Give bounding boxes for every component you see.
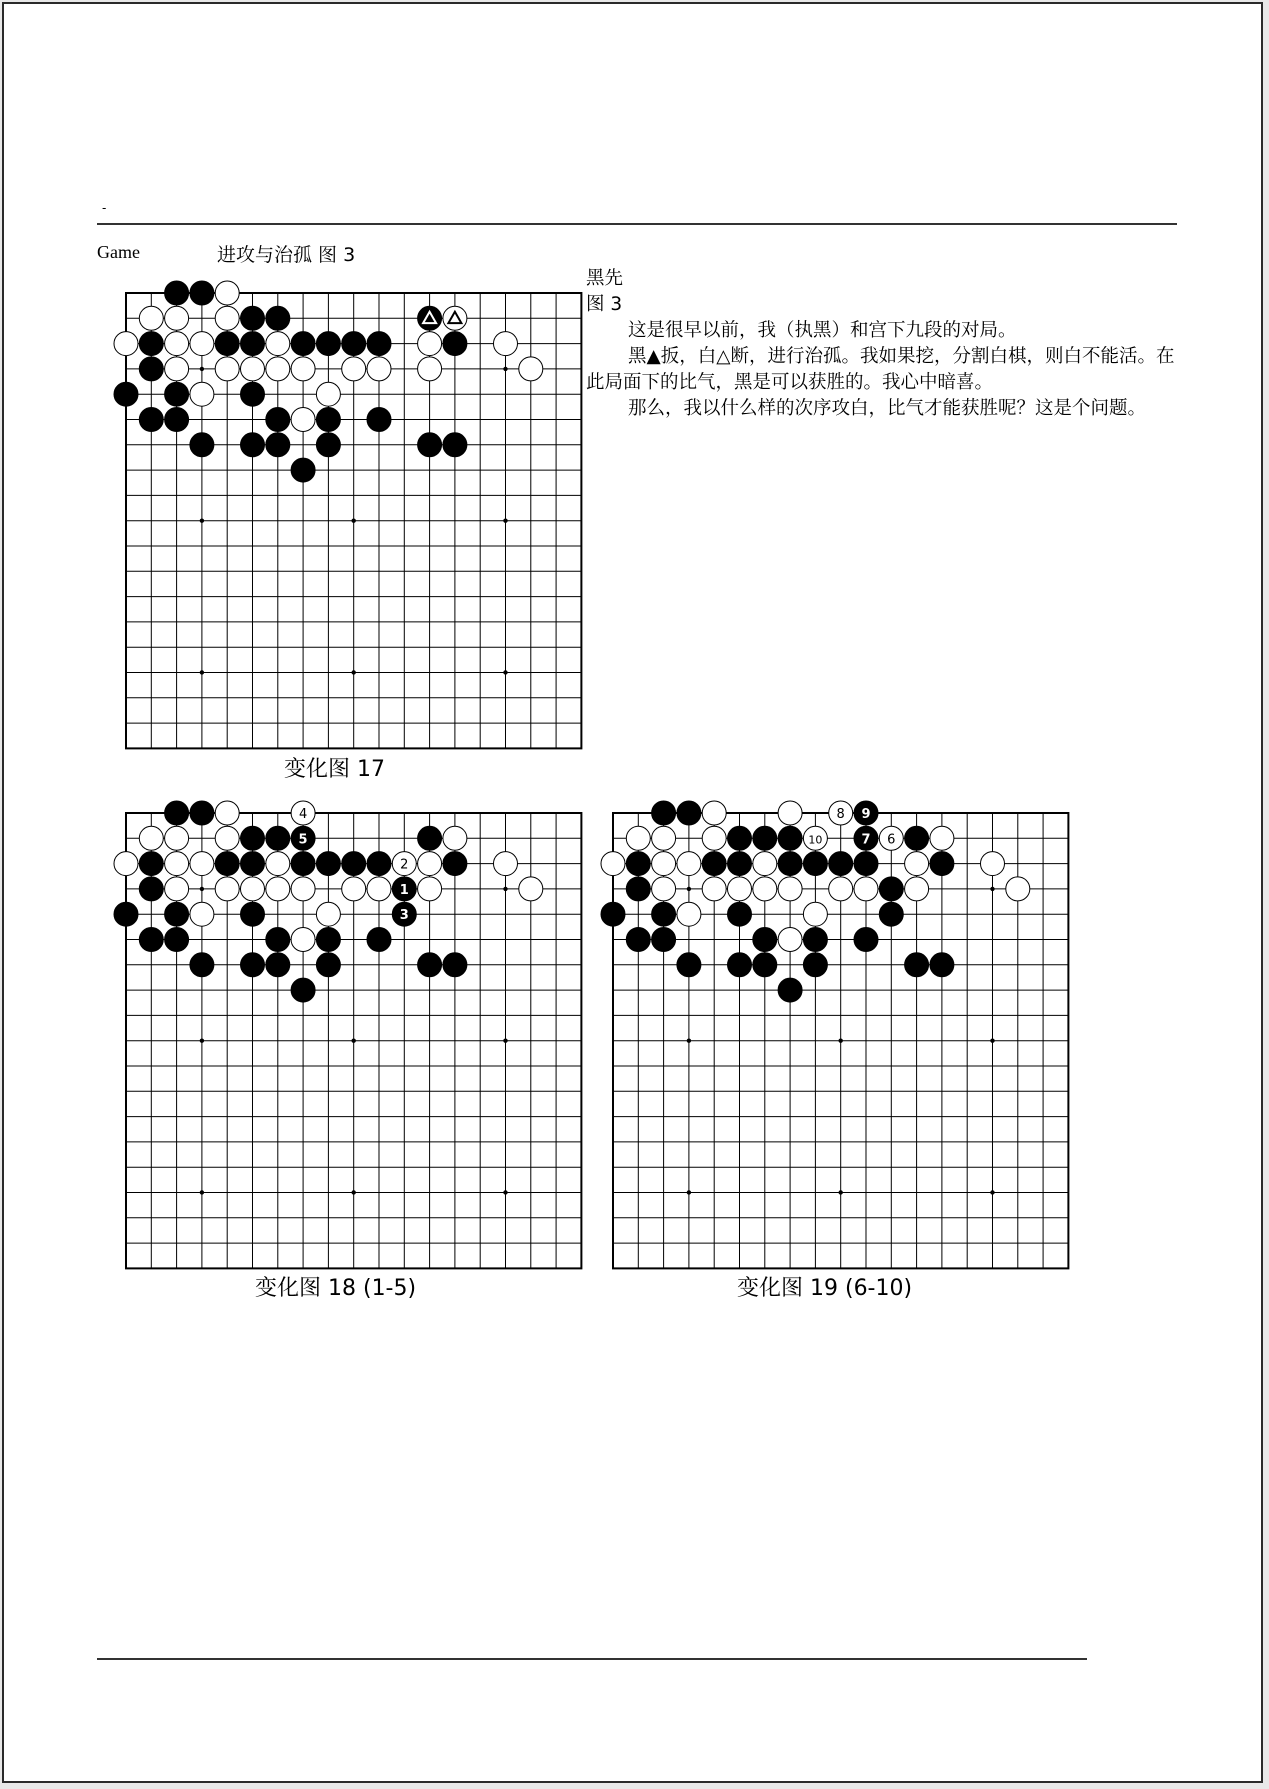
- black-stone: [443, 852, 467, 876]
- black-stone: [905, 953, 929, 977]
- black-stone: [652, 801, 676, 825]
- star-point: [351, 670, 355, 674]
- star-point: [200, 1038, 204, 1042]
- black-stone: [266, 953, 290, 977]
- white-stone: [114, 332, 138, 356]
- board-svg: [111, 798, 596, 1283]
- white-stone: [443, 826, 467, 850]
- white-stone: [702, 826, 726, 850]
- white-stone: [493, 852, 517, 876]
- black-stone: [367, 927, 391, 951]
- black-stone: [240, 826, 264, 850]
- black-stone: [443, 433, 467, 457]
- star-point: [503, 518, 507, 522]
- black-stone: [165, 927, 189, 951]
- board-svg: [111, 278, 596, 763]
- white-stone: [418, 852, 442, 876]
- black-stone: [165, 801, 189, 825]
- white-stone: [291, 927, 315, 951]
- white-stone: [291, 357, 315, 381]
- white-stone: [727, 877, 751, 901]
- white-stone: [190, 852, 214, 876]
- white-stone: [291, 407, 315, 431]
- paragraph-2: 黑▲扳，白△断，进行治孤。我如果挖，分割白棋，则白不能活。在此局面下的比气，黑是可以获胜的。我心中暗喜。: [586, 346, 1175, 393]
- go-board-variation-19: [598, 798, 1083, 1283]
- star-point: [503, 887, 507, 891]
- black-stone: [677, 953, 701, 977]
- black-stone: [316, 852, 340, 876]
- bottom-rule: [97, 1658, 1087, 1660]
- black-stone: [291, 458, 315, 482]
- star-point: [990, 1038, 994, 1042]
- star-point: [351, 1190, 355, 1194]
- black-stone: [139, 332, 163, 356]
- white-stone: [215, 281, 239, 305]
- black-stone: [753, 826, 777, 850]
- black-stone: [266, 433, 290, 457]
- white-stone: [139, 306, 163, 330]
- black-stone: [418, 953, 442, 977]
- move-number: 5: [298, 832, 308, 848]
- go-board-main: [111, 278, 596, 763]
- black-stone: [316, 953, 340, 977]
- white-stone: [702, 877, 726, 901]
- white-stone: [829, 877, 853, 901]
- paragraph-1: 这是很早以前，我（执黑）和宫下九段的对局。: [628, 320, 1017, 341]
- black-stone: [215, 332, 239, 356]
- white-stone: [165, 852, 189, 876]
- black-stone: [114, 382, 138, 406]
- black-stone: [854, 927, 878, 951]
- star-point: [503, 670, 507, 674]
- black-stone: [190, 281, 214, 305]
- white-stone: [342, 877, 366, 901]
- commentary: [586, 266, 1176, 422]
- star-point: [687, 1190, 691, 1194]
- black-stone: [316, 433, 340, 457]
- black-stone: [139, 357, 163, 381]
- document-page: [2, 2, 1263, 1783]
- black-stone: [727, 902, 751, 926]
- white-stone: [266, 877, 290, 901]
- move-number: 6: [887, 832, 896, 848]
- black-stone: [702, 852, 726, 876]
- black-stone: [778, 978, 802, 1002]
- white-stone: [930, 826, 954, 850]
- black-stone: [316, 407, 340, 431]
- move-number: 2: [400, 857, 409, 873]
- white-stone: [418, 877, 442, 901]
- white-stone: [215, 826, 239, 850]
- black-stone: [803, 852, 827, 876]
- star-point: [200, 887, 204, 891]
- black-stone: [240, 332, 264, 356]
- move-number: 9: [861, 806, 871, 822]
- black-stone: [778, 826, 802, 850]
- black-stone: [443, 332, 467, 356]
- star-point: [351, 518, 355, 522]
- black-stone: [601, 902, 625, 926]
- black-stone: [240, 852, 264, 876]
- board-svg: [598, 798, 1083, 1283]
- top-rule: [97, 223, 1177, 225]
- white-stone: [240, 877, 264, 901]
- black-stone: [190, 801, 214, 825]
- white-stone: [215, 877, 239, 901]
- white-stone: [165, 357, 189, 381]
- black-stone: [165, 902, 189, 926]
- white-stone: [677, 902, 701, 926]
- move-number: 7: [861, 832, 871, 848]
- header-mark: -: [102, 200, 107, 215]
- star-point: [200, 518, 204, 522]
- black-stone: [626, 852, 650, 876]
- white-stone: [165, 332, 189, 356]
- white-stone: [266, 332, 290, 356]
- white-stone: [418, 357, 442, 381]
- black-stone: [240, 306, 264, 330]
- black-stone: [240, 902, 264, 926]
- black-stone: [803, 953, 827, 977]
- black-stone: [367, 407, 391, 431]
- black-stone: [727, 826, 751, 850]
- black-stone: [165, 281, 189, 305]
- black-stone: [316, 927, 340, 951]
- white-stone: [367, 357, 391, 381]
- figure-ref: 图 3: [586, 294, 623, 315]
- black-stone: [266, 306, 290, 330]
- move-number: 3: [399, 908, 409, 924]
- white-stone: [778, 877, 802, 901]
- figure-title: 进攻与治孤 图 3: [217, 244, 356, 266]
- star-point: [838, 1038, 842, 1042]
- white-stone: [114, 852, 138, 876]
- black-stone: [165, 407, 189, 431]
- white-stone: [215, 306, 239, 330]
- white-stone: [702, 801, 726, 825]
- black-stone: [316, 332, 340, 356]
- black-stone: [626, 877, 650, 901]
- star-point: [990, 1190, 994, 1194]
- star-point: [838, 1190, 842, 1194]
- white-stone: [165, 306, 189, 330]
- star-point: [351, 1038, 355, 1042]
- white-stone: [905, 877, 929, 901]
- black-stone: [215, 852, 239, 876]
- white-stone: [139, 826, 163, 850]
- black-stone: [727, 953, 751, 977]
- star-point: [687, 887, 691, 891]
- caption-var18: 变化图 18 (1-5): [255, 1276, 417, 1301]
- black-stone: [803, 927, 827, 951]
- black-stone: [418, 826, 442, 850]
- white-stone: [803, 902, 827, 926]
- star-point: [503, 1038, 507, 1042]
- white-stone: [652, 826, 676, 850]
- white-stone: [854, 877, 878, 901]
- move-number: 4: [298, 806, 308, 822]
- black-stone: [418, 433, 442, 457]
- star-point: [990, 887, 994, 891]
- white-stone: [418, 332, 442, 356]
- caption-var19: 变化图 19 (6-10): [737, 1276, 913, 1301]
- white-stone: [266, 357, 290, 381]
- star-point: [200, 367, 204, 371]
- paragraph-3: 那么，我以什么样的次序攻白，比气才能获胜呢？这是个问题。: [628, 398, 1147, 419]
- white-stone: [519, 357, 543, 381]
- move-number: 10: [808, 833, 823, 847]
- caption-var17: 变化图 17: [284, 757, 385, 782]
- black-stone: [753, 953, 777, 977]
- black-stone: [240, 433, 264, 457]
- white-stone: [342, 357, 366, 381]
- move-number: 8: [836, 806, 845, 822]
- white-stone: [190, 902, 214, 926]
- white-stone: [677, 852, 701, 876]
- star-point: [200, 670, 204, 674]
- black-stone: [854, 852, 878, 876]
- black-stone: [266, 407, 290, 431]
- white-stone: [753, 877, 777, 901]
- black-stone: [139, 407, 163, 431]
- white-stone: [165, 877, 189, 901]
- white-stone: [316, 902, 340, 926]
- go-board-variation-18: [111, 798, 596, 1283]
- black-stone: [190, 953, 214, 977]
- black-stone: [240, 382, 264, 406]
- white-stone: [165, 826, 189, 850]
- black-stone: [266, 826, 290, 850]
- black-stone: [266, 927, 290, 951]
- star-point: [503, 367, 507, 371]
- black-stone: [930, 852, 954, 876]
- move-number: 1: [399, 882, 409, 898]
- black-stone: [879, 877, 903, 901]
- black-stone: [291, 332, 315, 356]
- game-label: Game: [97, 242, 140, 262]
- white-stone: [778, 801, 802, 825]
- black-stone: [829, 852, 853, 876]
- black-stone: [367, 332, 391, 356]
- white-stone: [190, 382, 214, 406]
- white-stone: [626, 826, 650, 850]
- white-stone: [601, 852, 625, 876]
- black-stone: [905, 826, 929, 850]
- black-stone: [652, 902, 676, 926]
- black-stone: [114, 902, 138, 926]
- to-move-label: 黑先: [586, 268, 624, 289]
- white-stone: [190, 332, 214, 356]
- white-stone: [652, 852, 676, 876]
- black-stone: [240, 953, 264, 977]
- white-stone: [316, 382, 340, 406]
- white-stone: [652, 877, 676, 901]
- star-point: [687, 1038, 691, 1042]
- black-stone: [190, 433, 214, 457]
- white-stone: [367, 877, 391, 901]
- star-point: [503, 1190, 507, 1194]
- white-stone: [753, 852, 777, 876]
- black-stone: [139, 877, 163, 901]
- black-stone: [367, 852, 391, 876]
- white-stone: [980, 852, 1004, 876]
- black-stone: [342, 332, 366, 356]
- black-stone: [930, 953, 954, 977]
- white-stone: [291, 877, 315, 901]
- white-stone: [266, 852, 290, 876]
- white-stone: [493, 332, 517, 356]
- black-stone: [443, 953, 467, 977]
- white-stone: [1006, 877, 1030, 901]
- black-stone: [677, 801, 701, 825]
- white-stone: [905, 852, 929, 876]
- black-stone: [727, 852, 751, 876]
- black-stone: [652, 927, 676, 951]
- black-stone: [291, 978, 315, 1002]
- black-stone: [753, 927, 777, 951]
- black-stone: [291, 852, 315, 876]
- black-stone: [139, 927, 163, 951]
- black-stone: [778, 852, 802, 876]
- black-stone: [626, 927, 650, 951]
- white-stone: [778, 927, 802, 951]
- black-stone: [139, 852, 163, 876]
- white-stone: [519, 877, 543, 901]
- white-stone: [240, 357, 264, 381]
- white-stone: [215, 801, 239, 825]
- black-stone: [165, 382, 189, 406]
- star-point: [200, 1190, 204, 1194]
- black-stone: [879, 902, 903, 926]
- black-stone: [342, 852, 366, 876]
- white-stone: [215, 357, 239, 381]
